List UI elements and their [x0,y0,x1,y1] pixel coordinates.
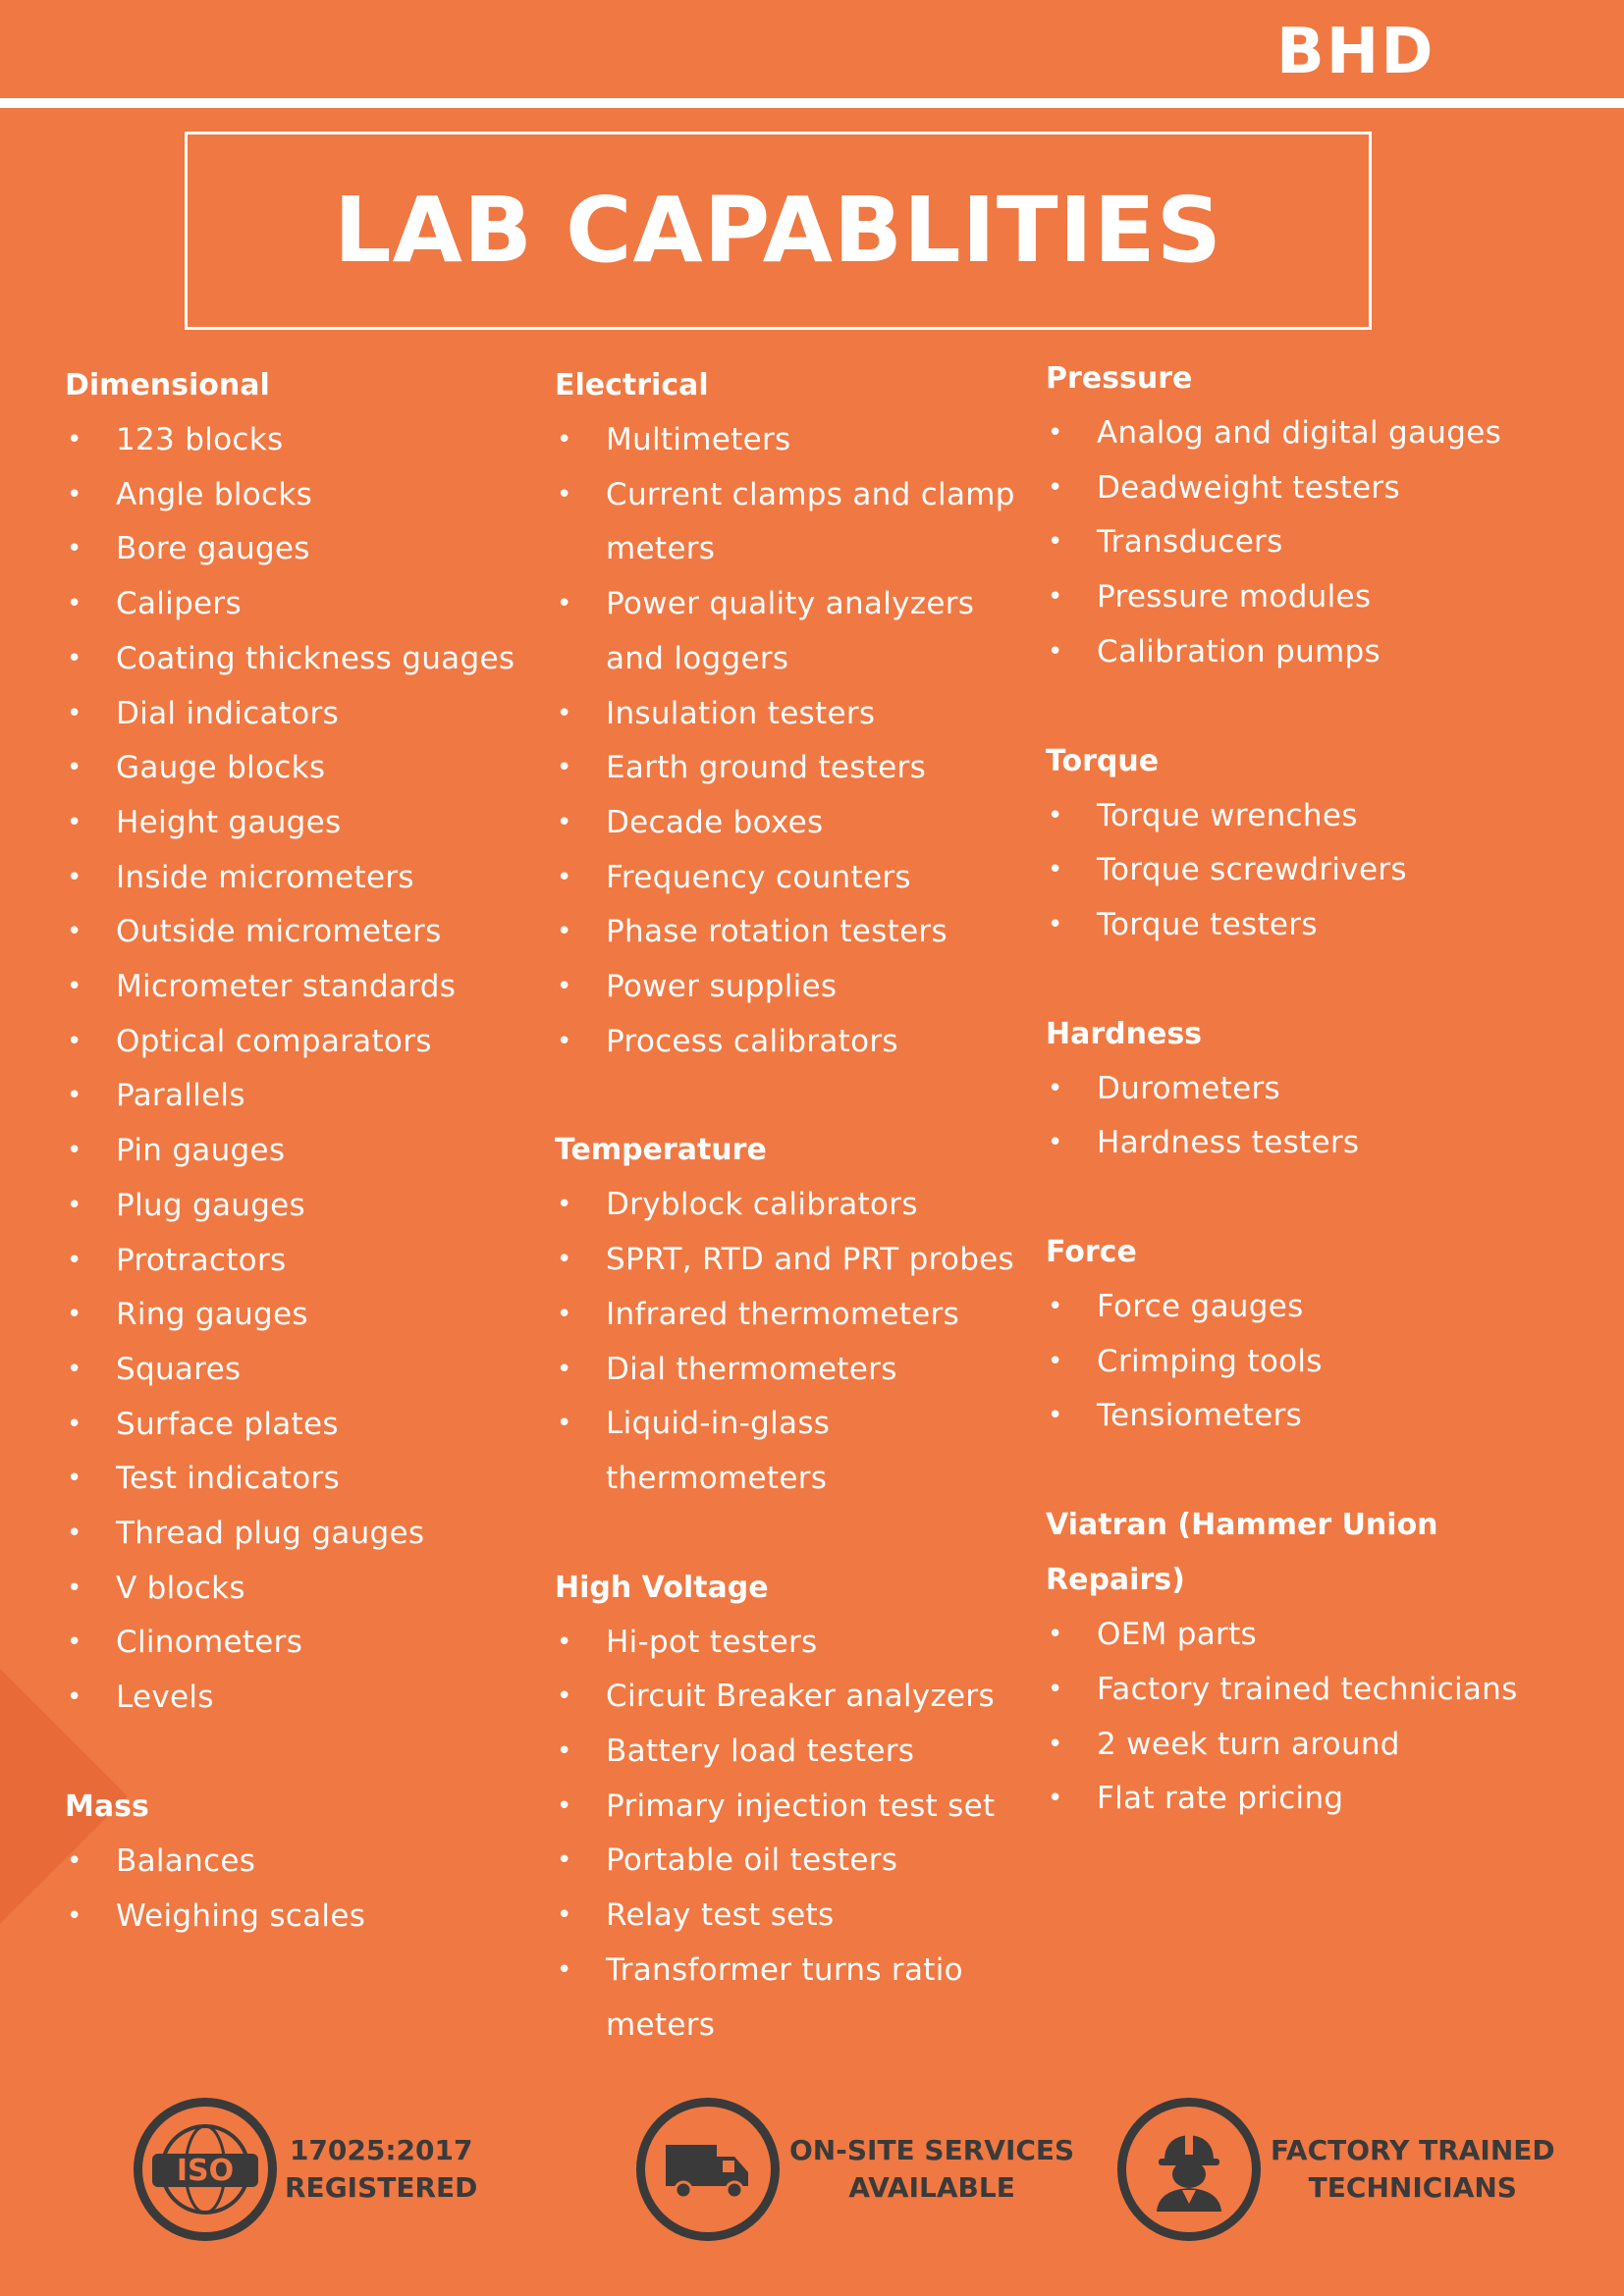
bullet-icon: • [1048,1128,1063,1158]
capability-item-label: Portable oil testers [606,1842,898,1879]
section-heading: Mass [65,1789,149,1824]
capability-item-label: Liquid-in-glass thermometers [606,1406,831,1496]
capability-item [555,413,1026,468]
bullet-icon: • [1048,636,1063,667]
capability-item [555,1834,1026,1889]
capability-item-label: Deadweight testers [1097,469,1400,506]
bullet-icon: • [557,917,572,947]
footer-technicians [1117,2091,1555,2248]
bullet-icon: • [557,1354,572,1384]
bullet-icon: • [557,698,572,728]
capability-item-label: Current clamps and clamp meters [606,476,1015,567]
worker-helmet-icon [1117,2098,1261,2241]
bullet-icon: • [1048,1073,1063,1103]
capability-item [555,1616,1026,1671]
capability-item [1046,515,1537,570]
capability-item-label: Surface plates [116,1406,339,1442]
bullet-icon: • [557,425,572,454]
capability-item [65,960,536,1015]
capability-item-label: Ring gauges [116,1297,308,1333]
capability-section [1046,351,1537,680]
capability-item [65,1616,536,1671]
capability-item [65,1069,536,1124]
capability-item [1046,625,1537,680]
capability-item [555,1780,1026,1835]
capability-item-label: Calipers [116,586,242,622]
capability-item [65,1124,536,1179]
bullet-icon: • [557,807,572,837]
bullet-icon: • [1048,1784,1063,1814]
capability-item-label: Angle blocks [116,476,313,512]
capability-item-label: Dryblock calibrators [606,1187,918,1223]
iso-badge-text: ISO [176,2154,235,2188]
capability-item [65,413,536,468]
capability-item-label: Phase rotation testers [606,914,947,950]
bullet-icon: • [557,1845,572,1876]
capability-item-label: Torque wrenches [1097,797,1358,833]
bullet-icon: • [1048,527,1063,558]
capability-item [1046,1663,1537,1718]
capability-item-label: Crimping tools [1097,1343,1323,1379]
capability-item [1046,461,1537,516]
bullet-icon: • [67,1300,82,1330]
bullet-icon: • [67,1845,82,1876]
capability-section [555,1123,1026,1506]
capability-item [65,851,536,906]
bullet-icon: • [557,1954,572,1985]
capability-item-label: Torque testers [1097,906,1318,942]
capability-item-label: Earth ground testers [606,750,927,786]
capability-item-label: Bore gauges [116,531,310,567]
section-heading: Torque [1046,743,1160,778]
capability-section [1046,734,1537,953]
capability-item [1046,1062,1537,1117]
capability-item-label: 2 week turn around [1097,1726,1400,1762]
bullet-icon: • [67,1409,82,1439]
capability-item-label: Optical comparators [116,1023,432,1059]
capability-item-label: Clinometers [116,1625,303,1661]
section-heading: Pressure [1046,361,1193,396]
capability-item [1046,789,1537,844]
capability-section [65,358,536,1726]
capability-section [555,358,1026,1069]
column-2 [555,358,1026,2107]
capability-item-label: Power supplies [606,969,838,1005]
capability-item-label: Hardness testers [1097,1125,1360,1161]
capability-item [555,1725,1026,1780]
capability-item-label: SPRT, RTD and PRT probes [606,1242,1014,1278]
capability-item [65,468,536,523]
bullet-icon: • [1048,582,1063,613]
capability-item-label: Balances [116,1842,256,1879]
capability-item [65,1835,536,1890]
capability-item-label: Calibration pumps [1097,633,1380,669]
bullet-icon: • [557,1026,572,1056]
capability-item [65,687,536,742]
capability-item [65,1671,536,1726]
capability-item-label: Weighing scales [116,1897,366,1934]
bullet-icon: • [557,753,572,783]
bullet-icon: • [67,1628,82,1658]
bullet-icon: • [67,698,82,728]
capability-list [555,1178,1026,1506]
capability-item-label: Infrared thermometers [606,1296,960,1332]
capability-item [555,687,1026,742]
capability-list [1046,789,1537,953]
capability-list [1046,1608,1537,1827]
capability-item-label: Height gauges [116,804,342,840]
capability-item [555,468,1026,577]
capability-item [555,1670,1026,1725]
capability-item-label: Analog and digital gauges [1097,415,1502,451]
bullet-icon: • [67,1573,82,1603]
bullet-icon: • [67,1190,82,1220]
capability-item [555,851,1026,906]
capability-item [65,1890,536,1945]
capability-list [65,1835,536,1944]
bullet-icon: • [557,589,572,619]
bullet-icon: • [557,1299,572,1329]
section-heading: Temperature [555,1133,767,1168]
bullet-icon: • [1048,800,1063,830]
capability-item [65,741,536,796]
capability-item-label: Squares [116,1351,242,1387]
bullet-icon: • [557,1790,572,1821]
capability-item [65,522,536,577]
capability-item [1046,1389,1537,1444]
capability-item [555,796,1026,851]
capability-item-label: Gauge blocks [116,750,326,786]
bullet-icon: • [67,917,82,947]
column-1 [65,358,536,1998]
capability-item [555,1889,1026,1944]
capability-item-label: Durometers [1097,1070,1280,1106]
section-heading: Hardness [1046,1016,1203,1051]
bullet-icon: • [1048,1620,1063,1650]
bullet-icon: • [67,1245,82,1275]
bullet-icon: • [557,1190,572,1220]
capability-item [65,1343,536,1398]
section-heading: High Voltage [555,1570,769,1605]
section-heading: Force [1046,1235,1137,1270]
capability-item [65,1288,536,1343]
bullet-icon: • [1048,855,1063,885]
bullet-icon: • [557,479,572,509]
capability-item [555,1015,1026,1070]
capability-list [555,413,1026,1069]
capability-item [1046,1116,1537,1171]
bullet-icon: • [557,1736,572,1767]
capability-item-label: Outside micrometers [116,914,442,950]
capability-item-label: Pressure modules [1097,579,1372,615]
capability-item [1046,1772,1537,1827]
capability-item-label: Transducers [1097,524,1283,561]
capability-item [1046,1718,1537,1773]
bullet-icon: • [557,862,572,892]
capability-item [65,1562,536,1617]
capability-item-label: Multimeters [606,422,791,457]
bullet-icon: • [557,1627,572,1657]
capability-item-label: Process calibrators [606,1023,898,1059]
onsite-label-line2: AVAILABLE [848,2171,1015,2204]
technicians-label-line2: TECHNICIANS [1308,2171,1517,2204]
section-heading: Dimensional [65,368,270,402]
capability-item-label: Tensiometers [1097,1398,1303,1434]
bullet-icon: • [67,1900,82,1931]
section-heading: Viatran (Hammer Union Repairs) [1046,1508,1438,1598]
title-box [185,132,1372,330]
bullet-icon: • [67,1026,82,1056]
iso-label-line1: 17025:2017 [289,2134,473,2166]
bullet-icon: • [67,589,82,619]
bullet-icon: • [557,972,572,1002]
capability-item-label: Dial thermometers [606,1351,897,1387]
bullet-icon: • [67,479,82,509]
technicians-label-line1: FACTORY TRAINED [1271,2134,1555,2166]
iso-label [285,2132,477,2207]
bullet-icon: • [557,1245,572,1275]
capability-item [1046,843,1537,898]
capability-section [1046,1007,1537,1171]
bullet-icon: • [1048,1401,1063,1431]
capability-item-label: Hi-pot testers [606,1624,818,1660]
capability-item-label: Protractors [116,1242,287,1278]
capability-item-label: Flat rate pricing [1097,1781,1344,1817]
onsite-label-line1: ON-SITE SERVICES [789,2134,1075,2166]
brand-logo: BHD [1276,16,1435,88]
capability-item [65,577,536,632]
bullet-icon: • [1048,1729,1063,1759]
capability-list [555,1616,1026,2054]
capability-item-label: Micrometer standards [116,969,457,1005]
capability-item-label: V blocks [116,1570,245,1606]
capability-item-label: Decade boxes [606,804,824,840]
capability-section [65,1780,536,1944]
capability-item-label: Relay test sets [606,1897,835,1934]
bullet-icon: • [1048,1346,1063,1376]
capability-item [65,905,536,960]
capability-item-label: Thread plug gauges [116,1516,425,1552]
capability-item-label: Circuit Breaker analyzers [606,1679,995,1715]
bullet-icon: • [557,1682,572,1712]
capability-item [1046,570,1537,625]
capability-item-label: Inside micrometers [116,859,414,895]
capability-item-label: Primary injection test set [606,1788,996,1824]
capability-item [1046,898,1537,953]
bullet-icon: • [557,1409,572,1439]
bullet-icon: • [1048,1674,1063,1704]
capability-item [65,1507,536,1562]
column-3 [1046,351,1537,1881]
onsite-label [789,2132,1074,2207]
capability-item-label: OEM parts [1097,1617,1258,1653]
capability-item-label: Pin gauges [116,1133,286,1169]
bullet-icon: • [67,807,82,837]
bullet-icon: • [67,643,82,673]
bullet-icon: • [67,1682,82,1713]
bullet-icon: • [67,972,82,1002]
capability-item-label: Force gauges [1097,1289,1304,1325]
capability-item [555,1397,1026,1506]
capability-item [555,1233,1026,1288]
bullet-icon: • [67,1081,82,1111]
footer-onsite [636,2091,1074,2248]
capability-item-label: Frequency counters [606,859,911,895]
bullet-icon: • [67,1464,82,1494]
capability-item [65,796,536,851]
bullet-icon: • [67,753,82,783]
bullet-icon: • [67,534,82,564]
capability-item-label: Factory trained technicians [1097,1671,1518,1707]
capability-item [555,577,1026,686]
bullet-icon: • [67,862,82,892]
capability-item [65,1015,536,1070]
capability-item [555,1288,1026,1343]
capability-item [555,741,1026,796]
capability-section [555,1561,1026,2054]
capability-item-label: Battery load testers [606,1734,915,1770]
bullet-icon: • [1048,1292,1063,1322]
capability-item [555,905,1026,960]
capability-item [65,1179,536,1234]
capability-item-label: Dial indicators [116,695,340,731]
capability-item-label: Parallels [116,1078,245,1114]
capability-item-label: 123 blocks [116,422,284,457]
bullet-icon: • [1048,472,1063,503]
truck-icon [636,2098,780,2241]
bullet-icon: • [67,1519,82,1549]
capability-item-label: Plug gauges [116,1187,306,1223]
bullet-icon: • [1048,909,1063,939]
capability-item [555,960,1026,1015]
iso-globe-icon [134,2098,277,2241]
bullet-icon: • [1048,418,1063,448]
capability-item-label: Levels [116,1680,214,1716]
capability-list [1046,406,1537,680]
page-title: LAB CAPABLITIES [334,178,1222,283]
capability-item-label: Test indicators [116,1461,341,1497]
bullet-icon: • [67,1354,82,1384]
top-divider [0,98,1624,108]
bullet-icon: • [557,1900,572,1931]
capability-item [1046,1608,1537,1663]
capability-item [1046,1335,1537,1390]
capability-item [1046,406,1537,461]
capability-item-label: Torque screwdrivers [1097,852,1407,888]
capability-list [1046,1062,1537,1171]
capability-section [1046,1225,1537,1444]
capability-item-label: Transformer turns ratio meters [606,1951,963,2043]
capability-item [65,1234,536,1289]
iso-label-line2: REGISTERED [285,2171,478,2204]
capability-item [555,1178,1026,1233]
capability-list [65,413,536,1726]
footer-iso [134,2091,477,2248]
technicians-label [1271,2132,1555,2207]
bullet-icon: • [67,1136,82,1166]
bullet-icon: • [67,425,82,454]
capability-section [1046,1498,1537,1827]
capability-item-label: Insulation testers [606,695,876,731]
capability-item-label: Power quality analyzers and loggers [606,586,975,676]
capability-item [555,1944,1026,2053]
capability-list [1046,1280,1537,1444]
section-heading: Electrical [555,368,709,402]
capability-item [65,1452,536,1507]
capability-item [65,1398,536,1453]
capability-item-label: Coating thickness guages [116,640,515,676]
capability-item [555,1343,1026,1398]
capability-item [1046,1280,1537,1335]
capability-item [65,632,536,687]
